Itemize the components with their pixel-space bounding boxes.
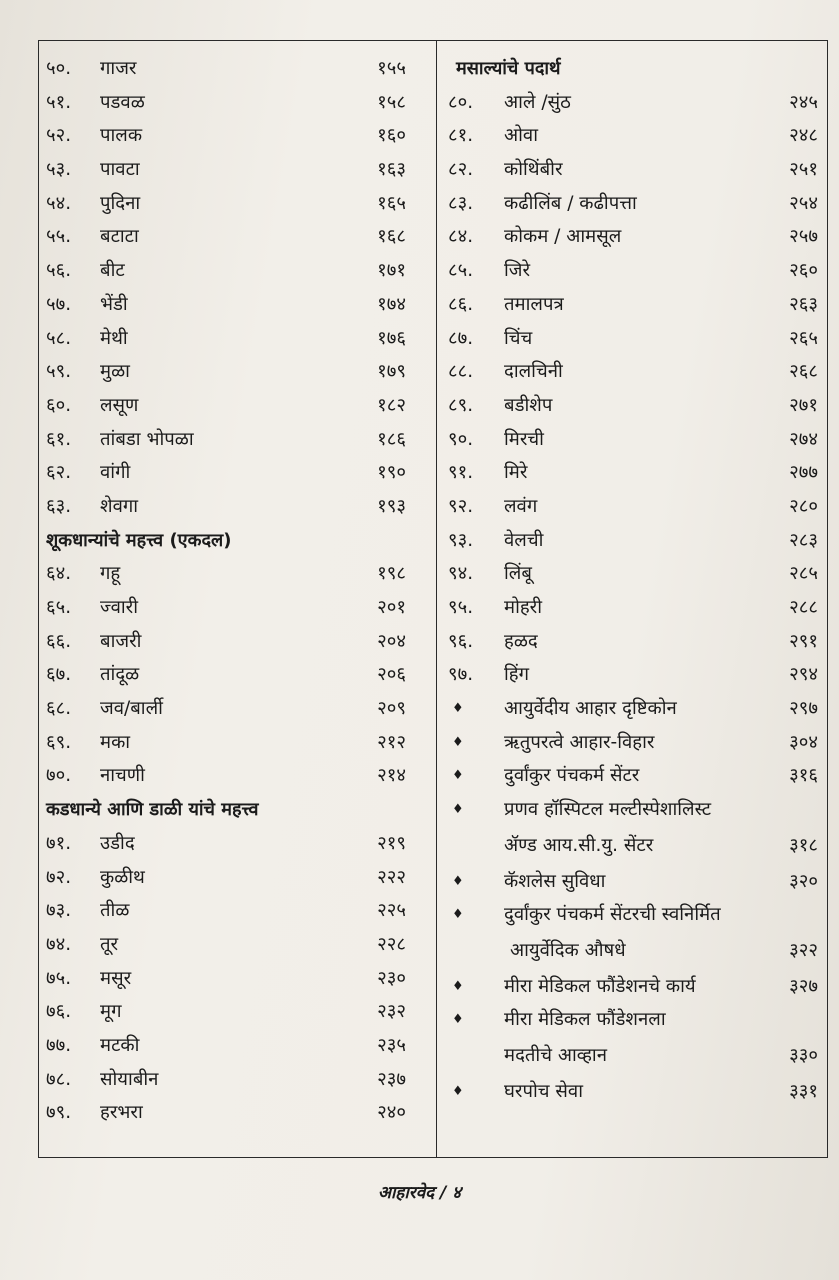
entry-page: १७१: [377, 260, 406, 282]
entry-title: जव/बार्ली: [100, 698, 163, 720]
diamond-bullet-icon: ♦: [452, 978, 464, 994]
toc-entry: [46, 1063, 406, 1097]
entry-page: २३७: [377, 1068, 406, 1090]
toc-entry: [46, 827, 406, 861]
entry-page: २०६: [377, 664, 406, 686]
toc-entry: [46, 625, 406, 659]
toc-entry: [46, 322, 406, 356]
entry-title: कुळीथ: [100, 866, 145, 888]
toc-bullet-entry: [446, 759, 818, 793]
toc-entry: [446, 389, 818, 423]
entry-number: ५८.: [46, 327, 72, 349]
toc-bullet-entry: [446, 1003, 818, 1074]
entry-page: ३२२: [789, 939, 818, 961]
entry-page: २१४: [377, 765, 406, 787]
toc-entry: [46, 928, 406, 962]
entry-title: वेलची: [504, 529, 544, 551]
entry-title: मिरे: [504, 462, 528, 484]
entry-number: ५०.: [46, 58, 72, 79]
toc-entry: [46, 119, 406, 153]
diamond-bullet-icon: ♦: [452, 873, 464, 889]
entry-title: बडीशेप: [504, 394, 553, 416]
toc-bullet-entry: [446, 898, 818, 969]
entry-page: २२८: [377, 933, 406, 955]
toc-entry: [446, 557, 818, 591]
entry-title: मटकी: [100, 1034, 140, 1056]
entry-page: १६०: [377, 125, 406, 147]
entry-number: ७७.: [46, 1034, 72, 1056]
entry-page: ३२७: [789, 975, 818, 997]
bullet-entry-title: मदतीचे आव्हान: [504, 1044, 607, 1066]
toc-entry: [446, 153, 818, 187]
diamond-bullet-icon: ♦: [452, 907, 464, 923]
entry-page: २३५: [377, 1034, 406, 1056]
entry-number: ५९.: [46, 361, 72, 383]
bullet-entry-title: आयुर्वेदीय आहार दृष्टिकोन: [504, 698, 677, 720]
entry-title: पावटा: [100, 159, 140, 181]
toc-entry: [46, 1096, 406, 1130]
entry-title: गाजर: [100, 58, 137, 79]
entry-number: ६०.: [46, 394, 72, 416]
toc-bullet-entry: [446, 865, 818, 899]
right-column: [446, 52, 818, 1108]
toc-entry: [446, 187, 818, 221]
toc-entry: [446, 86, 818, 120]
entry-title: ओवा: [504, 125, 539, 147]
entry-number: ८१.: [448, 125, 474, 147]
diamond-bullet-icon: ♦: [452, 802, 464, 818]
toc-entry: [46, 1029, 406, 1063]
toc-entry: [46, 490, 406, 524]
toc-entry: [46, 389, 406, 423]
section-heading-pulses: कडधान्ये आणि डाळी यांचे महत्त्व: [46, 799, 259, 821]
entry-number: ९२.: [448, 495, 474, 517]
entry-number: ६३.: [46, 495, 72, 517]
toc-entry: [46, 894, 406, 928]
entry-number: ८४.: [448, 226, 474, 248]
toc-bullet-entry: [446, 726, 818, 760]
toc-entry: [46, 456, 406, 490]
page-footer: आहारवेद / ४: [377, 1183, 462, 1203]
entry-title: लसूण: [100, 394, 139, 416]
entry-number: ६४.: [46, 563, 72, 585]
entry-number: ९१.: [448, 462, 474, 484]
entry-page: २४५: [789, 91, 818, 113]
toc-entry: [46, 254, 406, 288]
entry-number: ६९.: [46, 731, 72, 753]
entry-page: १८२: [377, 394, 406, 416]
bullet-entry-title: प्रणव हॉस्पिटल मल्टीस्पेशालिस्ट: [504, 799, 712, 821]
left-column: [46, 52, 406, 1130]
entry-number: ८०.: [448, 91, 474, 113]
entry-page: २२५: [377, 900, 406, 922]
entry-page: १६८: [377, 226, 406, 248]
toc-entry: [446, 423, 818, 457]
entry-number: ५५.: [46, 226, 72, 248]
entry-title: मका: [100, 731, 131, 753]
toc-entry: [446, 119, 818, 153]
entry-page: २५७: [789, 226, 818, 248]
entry-title: बाजरी: [100, 630, 142, 652]
entry-page: २३०: [377, 967, 406, 989]
bullet-entry-title: ऋतुपरत्वे आहार-विहार: [504, 731, 655, 753]
entry-page: १७६: [377, 327, 406, 349]
toc-entry: [446, 355, 818, 389]
entry-number: ८६.: [448, 293, 474, 315]
entry-number: ६१.: [46, 428, 72, 450]
bullet-entry-title: ॲण्ड आय.सी.यु. सेंटर: [504, 834, 654, 856]
bullet-entry-title: दुर्वांकुर पंचकर्म सेंटरची स्वनिर्मित: [504, 904, 721, 926]
section-heading-cereals: शूकधान्यांचे महत्त्व (एकदल): [46, 529, 232, 551]
entry-page: ३१६: [789, 765, 818, 787]
entry-page: २०९: [377, 698, 406, 720]
entry-number: ८७.: [448, 327, 474, 349]
entry-page: १६३: [377, 159, 406, 181]
toc-entry: [46, 423, 406, 457]
entry-page: २८५: [789, 563, 818, 585]
entry-page: २७४: [789, 428, 818, 450]
entry-title: लिंबू: [504, 563, 532, 585]
column-divider: [436, 40, 437, 1158]
entry-number: ६६.: [46, 630, 72, 652]
toc-entry: [46, 557, 406, 591]
entry-page: २३२: [377, 1001, 406, 1023]
entry-number: ७३.: [46, 900, 72, 922]
entry-title: उडीद: [100, 832, 135, 854]
entry-page: १९३: [377, 495, 406, 517]
toc-bullet-entry: [446, 793, 818, 864]
entry-title: लवंग: [504, 495, 538, 517]
toc-entry: [46, 861, 406, 895]
entry-title: दालचिनी: [504, 361, 563, 383]
toc-entry: [446, 220, 818, 254]
entry-number: ५७.: [46, 293, 72, 315]
entry-number: ७०.: [46, 765, 72, 787]
entry-page: १६५: [377, 192, 406, 214]
entry-title: सोयाबीन: [100, 1068, 159, 1090]
toc-entry: [46, 658, 406, 692]
entry-number: ७८.: [46, 1068, 72, 1090]
toc-entry: [46, 220, 406, 254]
entry-page: २७७: [789, 462, 818, 484]
entry-number: ९३.: [448, 529, 474, 551]
entry-title: हळद: [504, 630, 538, 652]
entry-number: ९७.: [448, 664, 474, 686]
entry-title: हरभरा: [100, 1102, 143, 1124]
entry-number: ७४.: [46, 933, 72, 955]
toc-entry: [46, 995, 406, 1029]
entry-page: २१२: [377, 731, 406, 753]
diamond-bullet-icon: ♦: [452, 734, 464, 750]
entry-number: ५१.: [46, 91, 72, 113]
entry-title: चिंच: [504, 327, 533, 349]
entry-page: १८६: [377, 428, 406, 450]
toc-entry: [446, 456, 818, 490]
entry-number: ७२.: [46, 866, 72, 888]
entry-page: २९४: [789, 664, 818, 686]
entry-title: मसूर: [100, 967, 132, 989]
bullet-entry-title: कॅशलेस सुविधा: [504, 870, 606, 892]
entry-number: ६५.: [46, 597, 72, 618]
entry-page: २०१: [377, 597, 406, 618]
entry-number: ७५.: [46, 967, 72, 989]
entry-page: १५८: [377, 91, 406, 113]
entry-title: तमालपत्र: [504, 293, 564, 315]
entry-title: मूग: [100, 1001, 122, 1023]
entry-page: २६५: [789, 327, 818, 349]
entry-title: गहू: [100, 563, 121, 585]
entry-page: १५५: [377, 58, 406, 79]
entry-page: २४८: [789, 125, 818, 147]
entry-number: ८५.: [448, 260, 474, 282]
entry-title: पुदिना: [100, 192, 141, 214]
bullet-entry-title: मीरा मेडिकल फौंडेशनचे कार्य: [504, 975, 696, 997]
toc-bullet-entry: [446, 970, 818, 1004]
entry-title: ज्वारी: [100, 597, 139, 618]
entry-page: २६८: [789, 361, 818, 383]
entry-page: ३०४: [789, 731, 818, 753]
bullet-entry-title: दुर्वांकुर पंचकर्म सेंटर: [504, 765, 640, 787]
entry-title: मोहरी: [504, 597, 543, 618]
entry-page: २८०: [789, 495, 818, 517]
entry-number: ५२.: [46, 125, 72, 147]
entry-number: ७९.: [46, 1102, 72, 1124]
entry-title: तांबडा भोपळा: [100, 428, 194, 450]
toc-entry: [46, 962, 406, 996]
entry-number: ९६.: [448, 630, 474, 652]
entry-title: पडवळ: [100, 91, 145, 113]
toc-entry: [446, 591, 818, 625]
toc-entry: [46, 86, 406, 120]
toc-bullet-entry: [446, 1075, 818, 1109]
entry-title: तीळ: [100, 900, 130, 922]
entry-title: तूर: [100, 933, 119, 955]
toc-entry: [446, 490, 818, 524]
entry-title: कोथिंबीर: [504, 159, 563, 181]
entry-title: मेथी: [100, 327, 128, 349]
entry-page: २४०: [377, 1102, 406, 1124]
entry-page: २९७: [789, 698, 818, 720]
entry-page: २८८: [789, 597, 818, 618]
entry-title: बटाटा: [100, 226, 139, 248]
diamond-bullet-icon: ♦: [452, 1012, 464, 1028]
toc-entry: [446, 658, 818, 692]
toc-entry: [46, 726, 406, 760]
toc-entry: [446, 322, 818, 356]
entry-number: ५६.: [46, 260, 72, 282]
toc-entry: [46, 288, 406, 322]
toc-bullet-entry: [446, 692, 818, 726]
toc-entry: [46, 692, 406, 726]
entry-page: २९१: [789, 630, 818, 652]
toc-entry: [446, 625, 818, 659]
entry-page: १९०: [377, 462, 406, 484]
entry-page: ३२०: [789, 870, 818, 892]
entry-number: ८८.: [448, 361, 474, 383]
toc-entry: [446, 254, 818, 288]
entry-page: २५१: [789, 159, 818, 181]
entry-page: १९८: [377, 563, 406, 585]
entry-page: २१९: [377, 832, 406, 854]
toc-entry: [46, 355, 406, 389]
entry-title: कढीलिंब / कढीपत्ता: [504, 192, 637, 214]
diamond-bullet-icon: ♦: [452, 768, 464, 784]
entry-title: जिरे: [504, 260, 531, 282]
entry-number: ५४.: [46, 192, 72, 214]
entry-title: हिंग: [504, 664, 530, 686]
entry-title: तांदूळ: [100, 664, 140, 686]
entry-title: बीट: [100, 260, 125, 282]
entry-number: ८२.: [448, 159, 474, 181]
entry-number: ८३.: [448, 192, 474, 214]
entry-number: ६२.: [46, 462, 72, 484]
toc-entry: [46, 759, 406, 793]
entry-title: भेंडी: [100, 293, 128, 315]
entry-page: २६३: [789, 293, 818, 315]
entry-page: २०४: [377, 630, 406, 652]
entry-title: आले /सुंठ: [504, 91, 571, 113]
entry-number: ९५.: [448, 597, 474, 618]
entry-number: ६७.: [46, 664, 72, 686]
entry-title: नाचणी: [100, 765, 145, 787]
entry-title: मिरची: [504, 428, 544, 450]
entry-number: ९०.: [448, 428, 474, 450]
entry-title: शेवगा: [100, 495, 139, 517]
entry-title: कोकम / आमसूल: [504, 226, 622, 248]
entry-title: वांगी: [100, 462, 131, 484]
toc-entry: [46, 52, 406, 86]
toc-entry: [446, 524, 818, 558]
entry-number: ७१.: [46, 832, 72, 854]
entry-page: २२२: [377, 866, 406, 888]
diamond-bullet-icon: ♦: [452, 1083, 464, 1099]
toc-entry: [46, 187, 406, 221]
entry-page: ३३१: [789, 1080, 818, 1102]
toc-entry: [46, 591, 406, 625]
entry-title: पालक: [100, 125, 143, 147]
diamond-bullet-icon: ♦: [452, 701, 464, 717]
toc-entry: [46, 153, 406, 187]
bullet-entry-title: घरपोच सेवा: [504, 1080, 584, 1102]
entry-page: २६०: [789, 260, 818, 282]
entry-page: २८३: [789, 529, 818, 551]
toc-entry: [446, 288, 818, 322]
entry-number: ९४.: [448, 563, 474, 585]
entry-number: ८९.: [448, 394, 474, 416]
bullet-entry-title: आयुर्वेदिक औषधे: [510, 939, 626, 961]
entry-number: ५३.: [46, 159, 72, 181]
entry-page: २५४: [789, 192, 818, 214]
entry-number: ६८.: [46, 698, 72, 720]
section-heading-spices: मसाल्यांचे पदार्थ: [456, 58, 561, 79]
entry-page: २७१: [789, 394, 818, 416]
entry-page: १७४: [377, 293, 406, 315]
bullet-entry-title: मीरा मेडिकल फौंडेशनला: [504, 1009, 666, 1031]
entry-number: ७६.: [46, 1001, 72, 1023]
entry-page: ३१८: [789, 834, 818, 856]
entry-title: मुळा: [100, 361, 130, 383]
entry-page: १७९: [377, 361, 406, 383]
entry-page: ३३०: [789, 1044, 818, 1066]
